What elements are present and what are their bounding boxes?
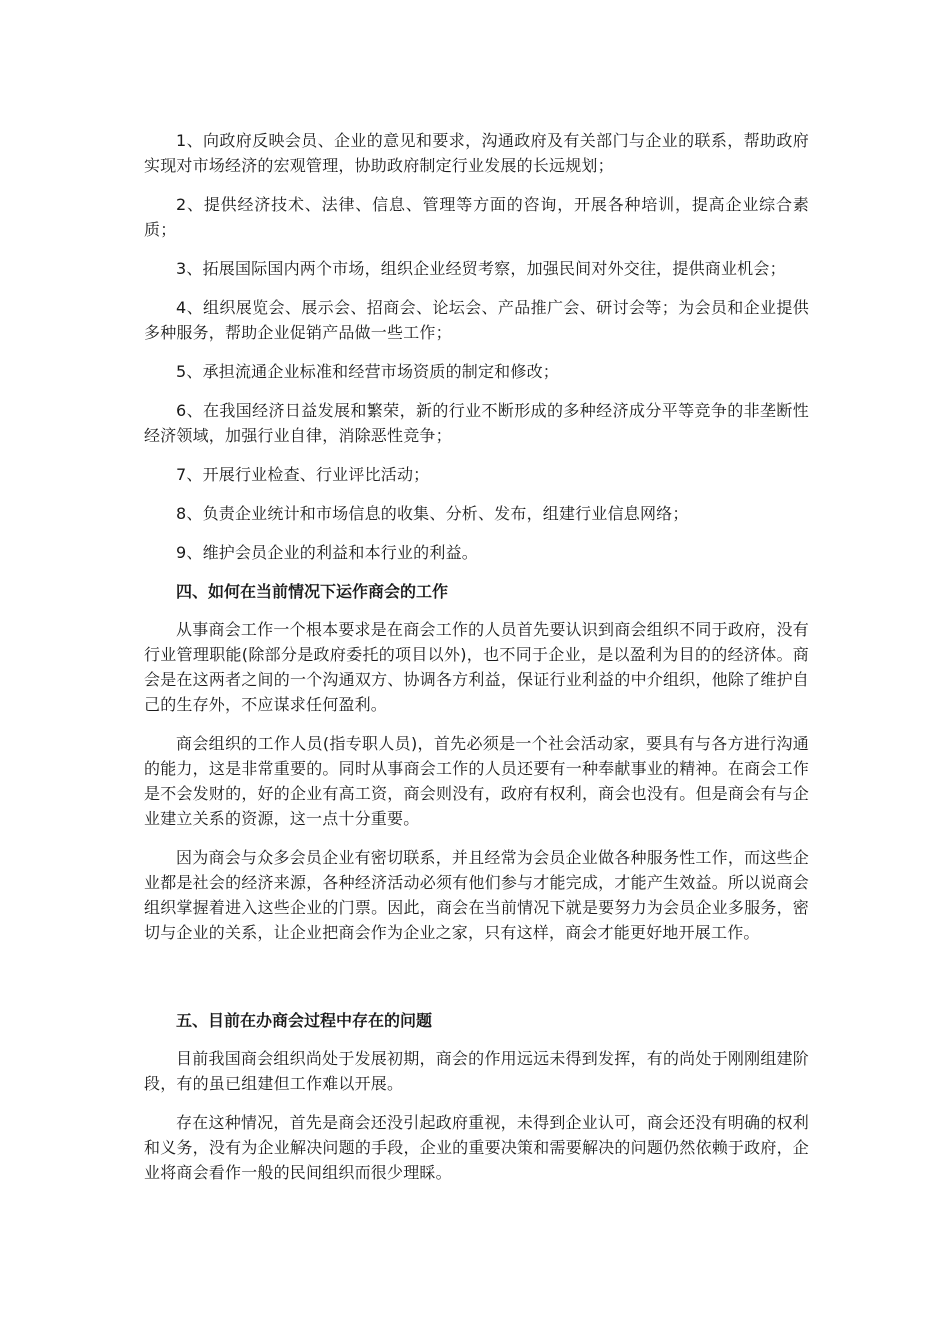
list-item-4: 4、组织展览会、展示会、招商会、论坛会、产品推广会、研讨会等；为会员和企业提供多种服务，帮助企业促销产品做一些工作；: [144, 298, 809, 342]
section-4-paragraph-1: 从事商会工作一个根本要求是在商会工作的人员首先要认识到商会组织不同于政府，没有行业管理职能(除部分是政府委托的项目以外)，也不同于企业，是以盈利为目的的经济体。商会是在这两者之间的一个沟通双方、协调各方利益，保证行业利益的中介组织，他除了维护自己的生存外，不应谋求任何盈利。: [144, 620, 809, 714]
section-5-paragraph-2: 存在这种情况，首先是商会还没引起政府重视，未得到企业认可，商会还没有明确的权利和义务，没有为企业解决问题的手段，企业的重要决策和需要解决的问题仍然依赖于政府，企业将商会看作一般的民间组织而很少理睬。: [144, 1113, 809, 1182]
section-4-paragraph-2: 商会组织的工作人员(指专职人员)，首先必须是一个社会活动家，要具有与各方进行沟通的能力，这是非常重要的。同时从事商会工作的人员还要有一种奉献事业的精神。在商会工作是不会发财的，好的企业有高工资，商会则没有，政府有权利，商会也没有。但是商会有与企业建立关系的资源，这一点十分重要。: [144, 734, 809, 828]
list-item-3: 3、拓展国际国内两个市场，组织企业经贸考察，加强民间对外交往，提供商业机会；: [176, 259, 786, 278]
list-item-9: 9、维护会员企业的利益和本行业的利益。: [176, 543, 478, 562]
section-5-paragraph-1: 目前我国商会组织尚处于发展初期，商会的作用远远未得到发挥，有的尚处于刚刚组建阶段，有的虽已组建但工作难以开展。: [144, 1049, 809, 1093]
section-spacer: [144, 959, 809, 1008]
list-item-1: 1、向政府反映会员、企业的意见和要求，沟通政府及有关部门与企业的联系，帮助政府实现对市场经济的宏观管理，协助政府制定行业发展的长远规划；: [144, 131, 809, 175]
section-4-paragraph-3: 因为商会与众多会员企业有密切联系，并且经常为会员企业做各种服务性工作，而这些企业都是社会的经济来源，各种经济活动必须有他们参与才能完成，才能产生效益。所以说商会组织掌握着进入这些企业的门票。因此，商会在当前情况下就是要努力为会员企业多服务，密切与企业的关系，让企业把商会作为企业之家，只有这样，商会才能更好地开展工作。: [144, 848, 809, 942]
list-item-6: 6、在我国经济日益发展和繁荣，新的行业不断形成的多种经济成分平等竞争的非垄断性经济领域，加强行业自律，消除恶性竞争；: [144, 401, 809, 445]
section-4-heading: 四、如何在当前情况下运作商会的工作: [176, 582, 449, 601]
list-item-5: 5、承担流通企业标准和经营市场资质的制定和修改；: [176, 362, 559, 381]
list-item-2: 2、提供经济技术、法律、信息、管理等方面的咨询，开展各种培训，提高企业综合素质；: [144, 195, 809, 239]
document-page: [144, 128, 809, 1199]
list-item-7: 7、开展行业检查、行业评比活动；: [176, 465, 430, 484]
list-item-8: 8、负责企业统计和市场信息的收集、分析、发布，组建行业信息网络；: [176, 504, 689, 523]
section-5-heading: 五、目前在办商会过程中存在的问题: [176, 1011, 433, 1030]
